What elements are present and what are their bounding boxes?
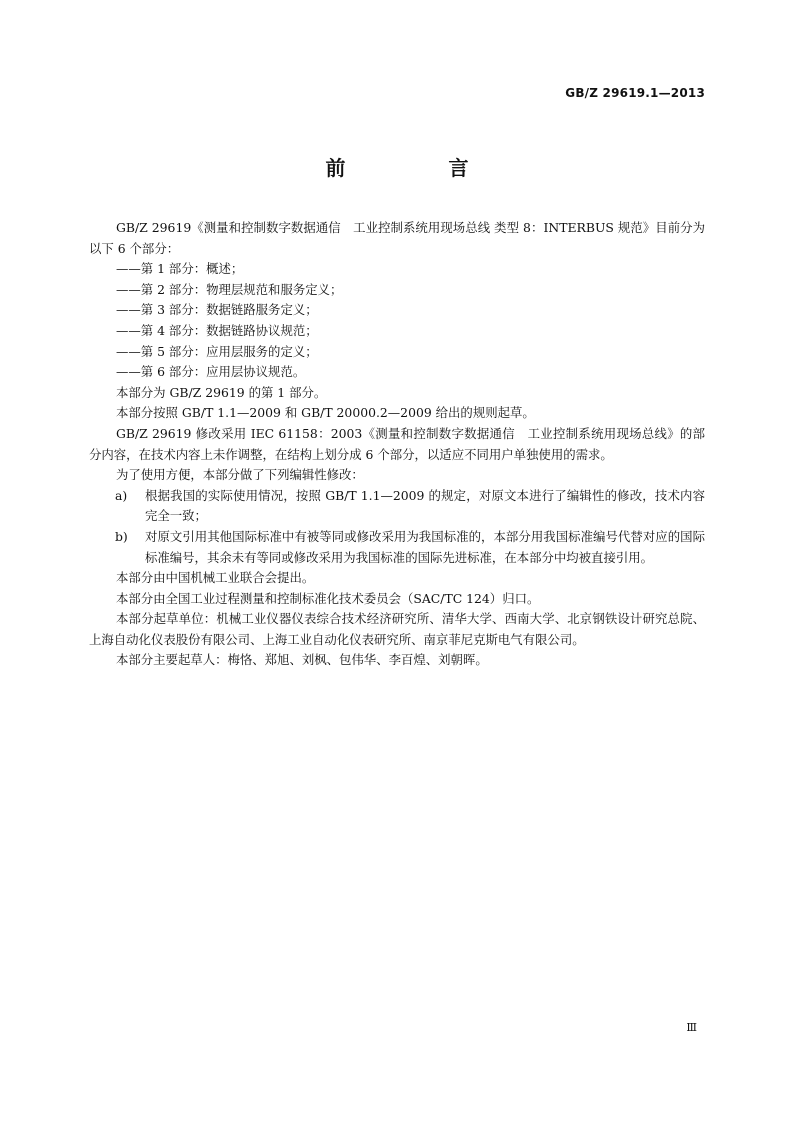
- this-part-paragraph: 本部分为 GB/Z 29619 的第 1 部分。: [116, 384, 327, 400]
- list-item: [89, 527, 705, 568]
- item-label: a): [115, 487, 128, 503]
- drafting-units-paragraph: 本部分起草单位：机械工业仪器仪表综合技术经济研究所、清华大学、西南大学、北京钢铁设计研究总院、上海自动化仪表股份有限公司、上海工业自动化仪表研究所、南京菲尼克斯电气有限公司。: [89, 611, 705, 647]
- intro-paragraph: GB/Z 29619《测量和控制数字数据通信 工业控制系统用现场总线 类型 8：INTERBUS 规范》目前分为以下 6 个部分：: [89, 220, 705, 256]
- list-item: ——第 5 部分：应用层服务的定义；: [116, 343, 318, 359]
- list-item: ——第 1 部分：概述；: [116, 261, 244, 277]
- parts-list: [89, 259, 705, 383]
- list-item: ——第 4 部分：数据链路协议规范；: [116, 322, 318, 338]
- drafting-rules-paragraph: 本部分按照 GB/T 1.1—2009 和 GB/T 20000.2—2009 给出的规则起草。: [116, 405, 535, 421]
- foreword-body: [89, 218, 705, 671]
- item-label: b): [115, 528, 128, 544]
- drafters-paragraph: 本部分主要起草人：梅恪、郑旭、刘枫、包伟华、李百煌、刘朝晖。: [116, 652, 488, 668]
- item-text: 根据我国的实际使用情况，按照 GB/T 1.1—2009 的规定，对原文本进行了编辑性的修改，技术内容完全一致；: [145, 487, 705, 524]
- list-item: ——第 3 部分：数据链路服务定义；: [116, 302, 318, 318]
- proposed-by-paragraph: 本部分由中国机械工业联合会提出。: [116, 570, 315, 586]
- list-item: ——第 2 部分：物理层规范和服务定义；: [116, 281, 343, 297]
- page-title: 前 言: [325, 156, 517, 180]
- managed-by-paragraph: 本部分由全国工业过程测量和控制标准化技术委员会（SAC/TC 124）归口。: [116, 590, 540, 606]
- page-number: Ⅲ: [686, 1021, 697, 1034]
- editorial-items-list: [89, 486, 705, 568]
- standard-number: GB/Z 29619.1—2013: [565, 86, 705, 100]
- editorial-intro-paragraph: 为了使用方便，本部分做了下列编辑性修改：: [116, 467, 364, 483]
- list-item: ——第 6 部分：应用层协议规范。: [116, 364, 306, 380]
- item-text: 对原文引用其他国际标准中有被等同或修改采用为我国标准的，本部分用我国标准编号代替对应的国际标准编号，其余未有等同或修改采用为我国标准的国际先进标准，在本部分中均被直接引用。: [145, 528, 705, 565]
- adoption-paragraph: GB/Z 29619 修改采用 IEC 61158：2003《测量和控制数字数据通信 工业控制系统用现场总线》的部分内容，在技术内容上未作调整，在结构上划分成 6 个部分，以适应不同用户单独使用的需求。: [89, 425, 705, 462]
- list-item: [89, 486, 705, 527]
